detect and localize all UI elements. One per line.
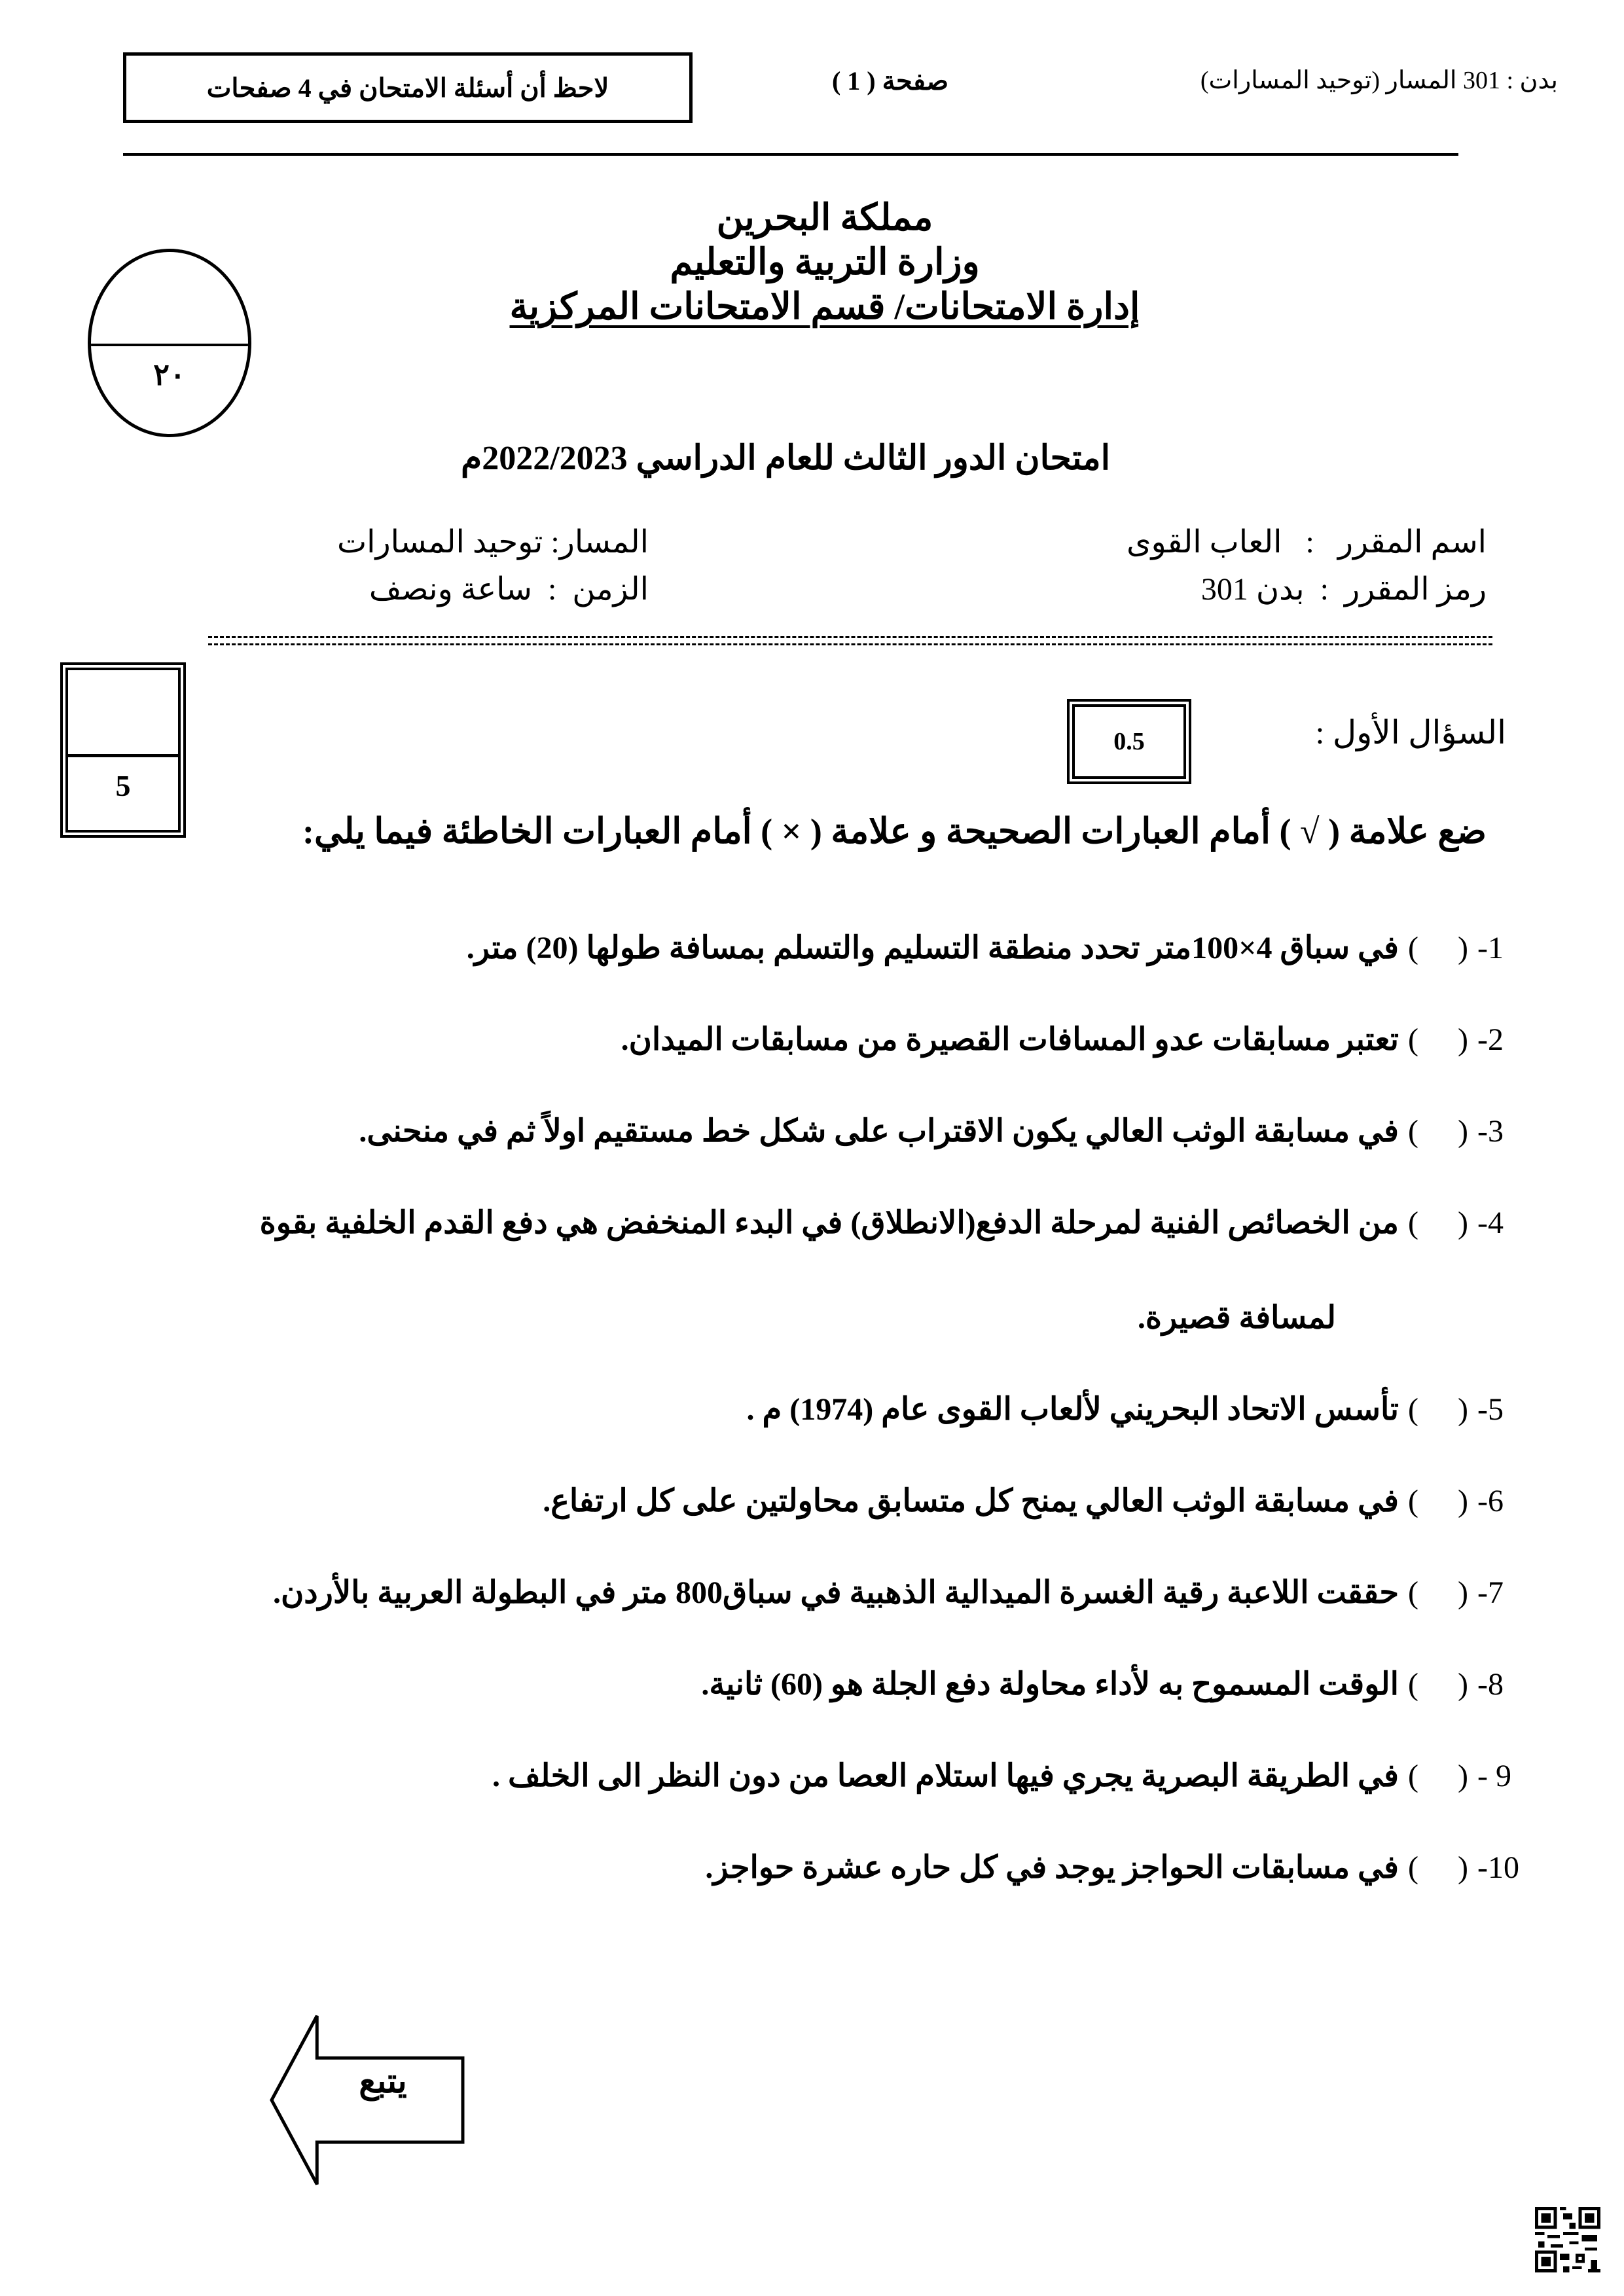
- question-label: السؤال الأول :: [1315, 714, 1506, 751]
- item-number: 7-: [1477, 1575, 1504, 1610]
- answer-blank[interactable]: ( ): [1408, 931, 1468, 965]
- item-number: 6-: [1477, 1484, 1504, 1518]
- notice-text: لاحظ أن أسئلة الامتحان في 4 صفحات: [206, 73, 609, 103]
- answer-blank[interactable]: ( ): [1408, 1667, 1468, 1702]
- exam-duration: الزمن : ساعة ونصف: [369, 572, 649, 607]
- item-text: تعتبر مسابقات عدو المسافات القصيرة من مسابقات الميدان.: [621, 1022, 1399, 1057]
- answer-blank[interactable]: ( ): [1408, 1850, 1468, 1885]
- section-divider: [208, 636, 1492, 645]
- item-text: في الطريقة البصرية يجري فيها استلام العصا من دون النظر الى الخلف .: [492, 1759, 1399, 1793]
- item-number: 1-: [1477, 931, 1504, 965]
- ministry-name: وزارة التربية والتعليم: [670, 242, 980, 283]
- course-name: اسم المقرر : العاب القوى: [1126, 525, 1487, 560]
- total-grade-circle: [88, 249, 251, 437]
- item-text: تأسس الاتحاد البحريني لألعاب القوى عام (1974) م .: [746, 1392, 1399, 1427]
- item-text: الوقت المسموح به لأداء محاولة دفع الجلة هو (60) ثانية.: [701, 1667, 1399, 1702]
- item-number: 2-: [1477, 1022, 1504, 1057]
- item-number: 3-: [1477, 1114, 1504, 1149]
- total-grade-value: ٢٠: [153, 358, 186, 391]
- statement-item: [467, 929, 1526, 966]
- item-text: في مسابقات الحواجز يوجد في كل حاره عشرة حواجز.: [705, 1850, 1399, 1885]
- score-divider: [68, 754, 178, 757]
- statement-item: [273, 1574, 1526, 1611]
- item-number: 5-: [1477, 1392, 1504, 1427]
- page-count-notice: [123, 52, 693, 123]
- answer-blank[interactable]: ( ): [1408, 1114, 1468, 1149]
- item-text: في سباق 4×100متر تحدد منطقة التسليم والتسلم بمسافة طولها (20) متر.: [466, 931, 1399, 965]
- answer-blank[interactable]: ( ): [1408, 1392, 1468, 1427]
- statement-item: [747, 1391, 1526, 1427]
- exam-title: امتحان الدور الثالث للعام الدراسي 2022/2023م: [460, 440, 1111, 477]
- statement-item: [543, 1482, 1526, 1519]
- question-total-score: 5: [115, 769, 131, 802]
- item-number: 4-: [1477, 1206, 1504, 1240]
- statement-item: [260, 1204, 1526, 1241]
- course-code: رمز المقرر : بدن 301: [1200, 572, 1487, 607]
- answer-blank[interactable]: ( ): [1408, 1022, 1468, 1057]
- item-number: 10-: [1477, 1850, 1519, 1885]
- answer-blank[interactable]: ( ): [1408, 1575, 1468, 1610]
- item-text: في مسابقة الوثب العالي يمنح كل متسابق محاولتين على كل ارتفاع.: [543, 1484, 1399, 1518]
- item-number: 8-: [1477, 1667, 1504, 1702]
- course-reference: بدن : 301 المسار (توحيد المسارات): [1200, 67, 1558, 94]
- statement-item: [705, 1849, 1526, 1886]
- answer-blank[interactable]: ( ): [1408, 1206, 1468, 1240]
- statement-item: [359, 1113, 1526, 1149]
- kingdom-name: مملكة البحرين: [716, 198, 933, 238]
- item-text: في مسابقة الوثب العالي يكون الاقتراب على شكل خط مستقيم اولاً ثم في منحنى.: [359, 1114, 1399, 1149]
- page-number: صفحة ( 1 ): [831, 66, 949, 96]
- statement-item: [492, 1757, 1526, 1794]
- per-item-score-box: [1067, 699, 1191, 784]
- grade-divider: [91, 344, 248, 346]
- item-text: حققت اللاعبة رقية الغسرة الميدالية الذهبية في سباق800 متر في البطولة العربية بالأردن.: [273, 1575, 1399, 1610]
- header-divider: [123, 153, 1458, 156]
- item-continuation: لمسافة قصيرة.: [1137, 1300, 1336, 1335]
- department-name: إدارة الامتحانات/ قسم الامتحانات المركزية: [509, 287, 1140, 327]
- continue-label: يتبع: [359, 2063, 407, 2100]
- statement-item: [701, 1666, 1526, 1702]
- answer-blank[interactable]: ( ): [1408, 1759, 1468, 1793]
- statement-item: [621, 1021, 1526, 1058]
- course-track: المسار: توحيد المسارات: [336, 525, 649, 560]
- question-instruction: ضع علامة ( √ ) أمام العبارات الصحيحة و علامة ( × ) أمام العبارات الخاطئة فيما يلي:: [302, 812, 1487, 851]
- question-total-score-box: [60, 662, 186, 838]
- per-item-score: 0.5: [1113, 728, 1145, 755]
- item-text: من الخصائص الفنية لمرحلة الدفع(الانطلاق) في البدء المنخفض هي دفع القدم الخلفية بقوة: [259, 1206, 1399, 1240]
- qr-code-icon: [1535, 2207, 1600, 2272]
- item-number: 9 -: [1477, 1759, 1511, 1793]
- left-arrow-icon: [268, 2003, 465, 2199]
- answer-blank[interactable]: ( ): [1408, 1484, 1468, 1518]
